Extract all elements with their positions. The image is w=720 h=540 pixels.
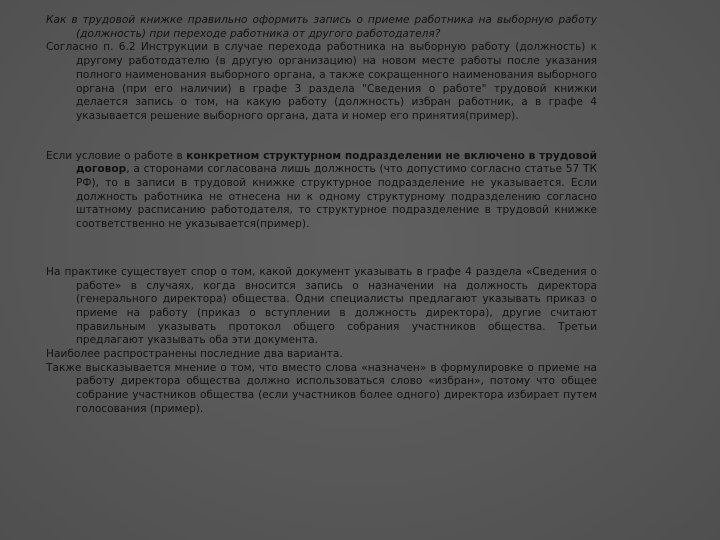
common-variants-paragraph: Наиболее распространены последние два варианта. xyxy=(46,348,343,361)
answer-paragraph: Согласно п. 6.2 Инструкции в случае перехода работника на выборную работу (должность) к другому работодателю (в другую организацию) на новом месте работы после указания полного наименования выборного органа, а также сокращенного наименования выборного органа (при его наличии) в графе 3 раздела "Сведения о работе" трудовой книжки делается запись о том, на какую работу (должность) избран работник, а в графе 4 указывается решение выборного органа, дата и номер его принятия(пример). xyxy=(46,41,597,122)
spacer xyxy=(46,232,597,266)
paragraph-text-start: Если условие о работе в xyxy=(46,149,187,162)
slide-content xyxy=(46,14,597,417)
spacer xyxy=(46,124,597,150)
paragraph-text-end: , а сторонами согласована лишь должность (что допустимо согласно статье 57 ТК РФ), то в записи в трудовой книжке структурное подразделение не указывается. Если должность работника не отнесена ни к одному структурному подразделению согласно штатному расписанию работодателя, то структурное подразделение в трудовой книжке соответственно не указывается(пример). xyxy=(76,163,597,231)
question-heading: Как в трудовой книжке правильно оформить запись о приеме работника на выборную работу (должность) при переходе работника от другого работодателя? xyxy=(46,14,597,40)
opinion-paragraph: Также высказывается мнение о том, что вместо слова «назначен» в формулировке о приеме на работу директора общества должно использоваться слово «избран», потому что общее собрание участников общества (если участников более одного) директора избирает путем голосования (пример). xyxy=(46,361,597,415)
structural-unit-paragraph xyxy=(46,150,597,232)
emphasized-text: конкретном структурном подразделении не включено в трудовой договор xyxy=(76,149,597,176)
practice-paragraph: На практике существует спор о том, какой документ указывать в графе 4 раздела «Сведения о работе» в случаях, когда вносится запись о назначении на должность директора (генерального директора) общества. Одни специалисты предлагают указывать приказ о приеме на работу (приказ о вступлении в должность директора), другие считают правильным указывать протокол общего собрания участников общества. Третьи предлагают указывать оба эти документа. xyxy=(46,265,597,347)
